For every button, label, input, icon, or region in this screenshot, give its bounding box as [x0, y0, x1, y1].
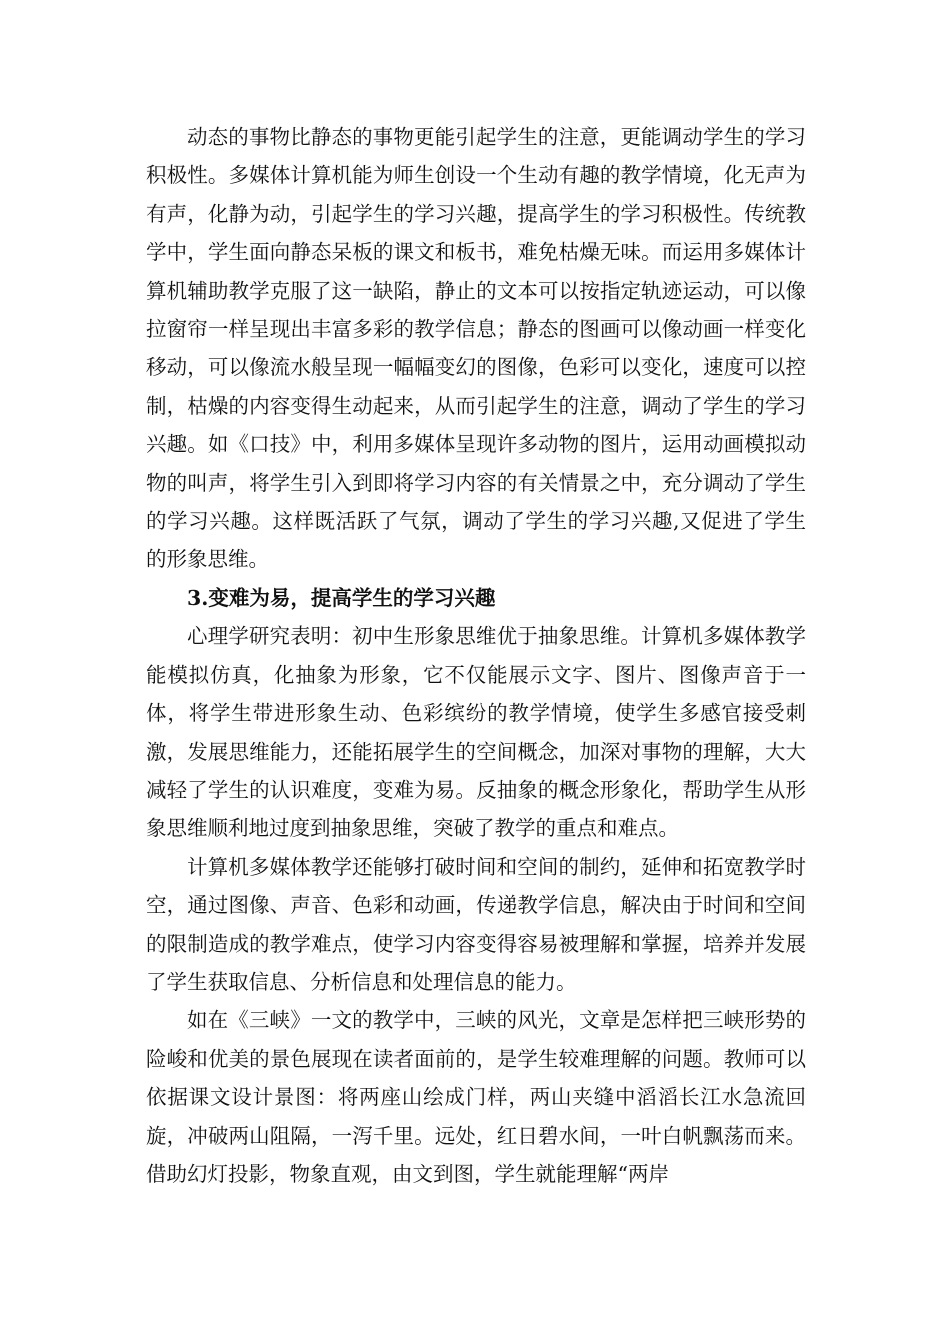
document-page: [146, 118, 806, 1193]
paragraph-psychology-research: 心理学研究表明：初中生形象思维优于抽象思维。计算机多媒体教学能模拟仿真，化抽象为形象，它不仅能展示文字、图片、图像声音于一体，将学生带进形象生动、色彩缤纷的教学情境，使学生多感官接受刺激，发展思维能力，还能拓展学生的空间概念，加深对事物的理解，大大减轻了学生的认识难度，变难为易。反抽象的概念形象化，帮助学生从形象思维顺利地过度到抽象思维，突破了教学的重点和难点。: [146, 624, 806, 841]
section-heading-3: 3.变难为易，提高学生的学习兴趣: [187, 585, 496, 610]
paragraph-three-gorges: 如在《三峡》一文的教学中，三峡的风光，文章是怎样把三峡形势的险峻和优美的景色展现在读者面前的，是学生较难理解的问题。教师可以依据课文设计景图：将两座山绘成门样，两山夹缝中滔滔长江水急流回旋，冲破两山阻隔，一泻千里。远处，红日碧水间，一叶白帆飘荡而来。借助幻灯投影，物象直观，由文到图，学生就能理解“两岸: [146, 1008, 806, 1186]
paragraph-dynamic-vs-static: 动态的事物比静态的事物更能引起学生的注意，更能调动学生的学习积极性。多媒体计算机能为师生创设一个生动有趣的教学情境，化无声为有声，化静为动，引起学生的学习兴趣，提高学生的学习积极性。传统教学中，学生面向静态呆板的课文和板书，难免枯燥无味。而运用多媒体计算机辅助教学克服了这一缺陷，静止的文本可以按指定轨迹运动，可以像拉窗帘一样呈现出丰富多彩的教学信息；静态的图画可以像动画一样变化移动，可以像流水般呈现一幅幅变幻的图像，色彩可以变化，速度可以控制，枯燥的内容变得生动起来，从而引起学生的注意，调动了学生的学习兴趣。如《口技》中，利用多媒体呈现许多动物的图片，运用动画模拟动物的叫声，将学生引入到即将学习内容的有关情景之中，充分调动了学生的学习兴趣。这样既活跃了气氛，调动了学生的学习兴趣,又促进了学生的形象思维。: [146, 125, 806, 572]
paragraph-time-space: 计算机多媒体教学还能够打破时间和空间的制约，延伸和拓宽教学时空，通过图像、声音、色彩和动画，传递教学信息，解决由于时间和空间的限制造成的教学难点，使学习内容变得容易被理解和掌握，培养并发展了学生获取信息、分析信息和处理信息的能力。: [146, 854, 806, 994]
